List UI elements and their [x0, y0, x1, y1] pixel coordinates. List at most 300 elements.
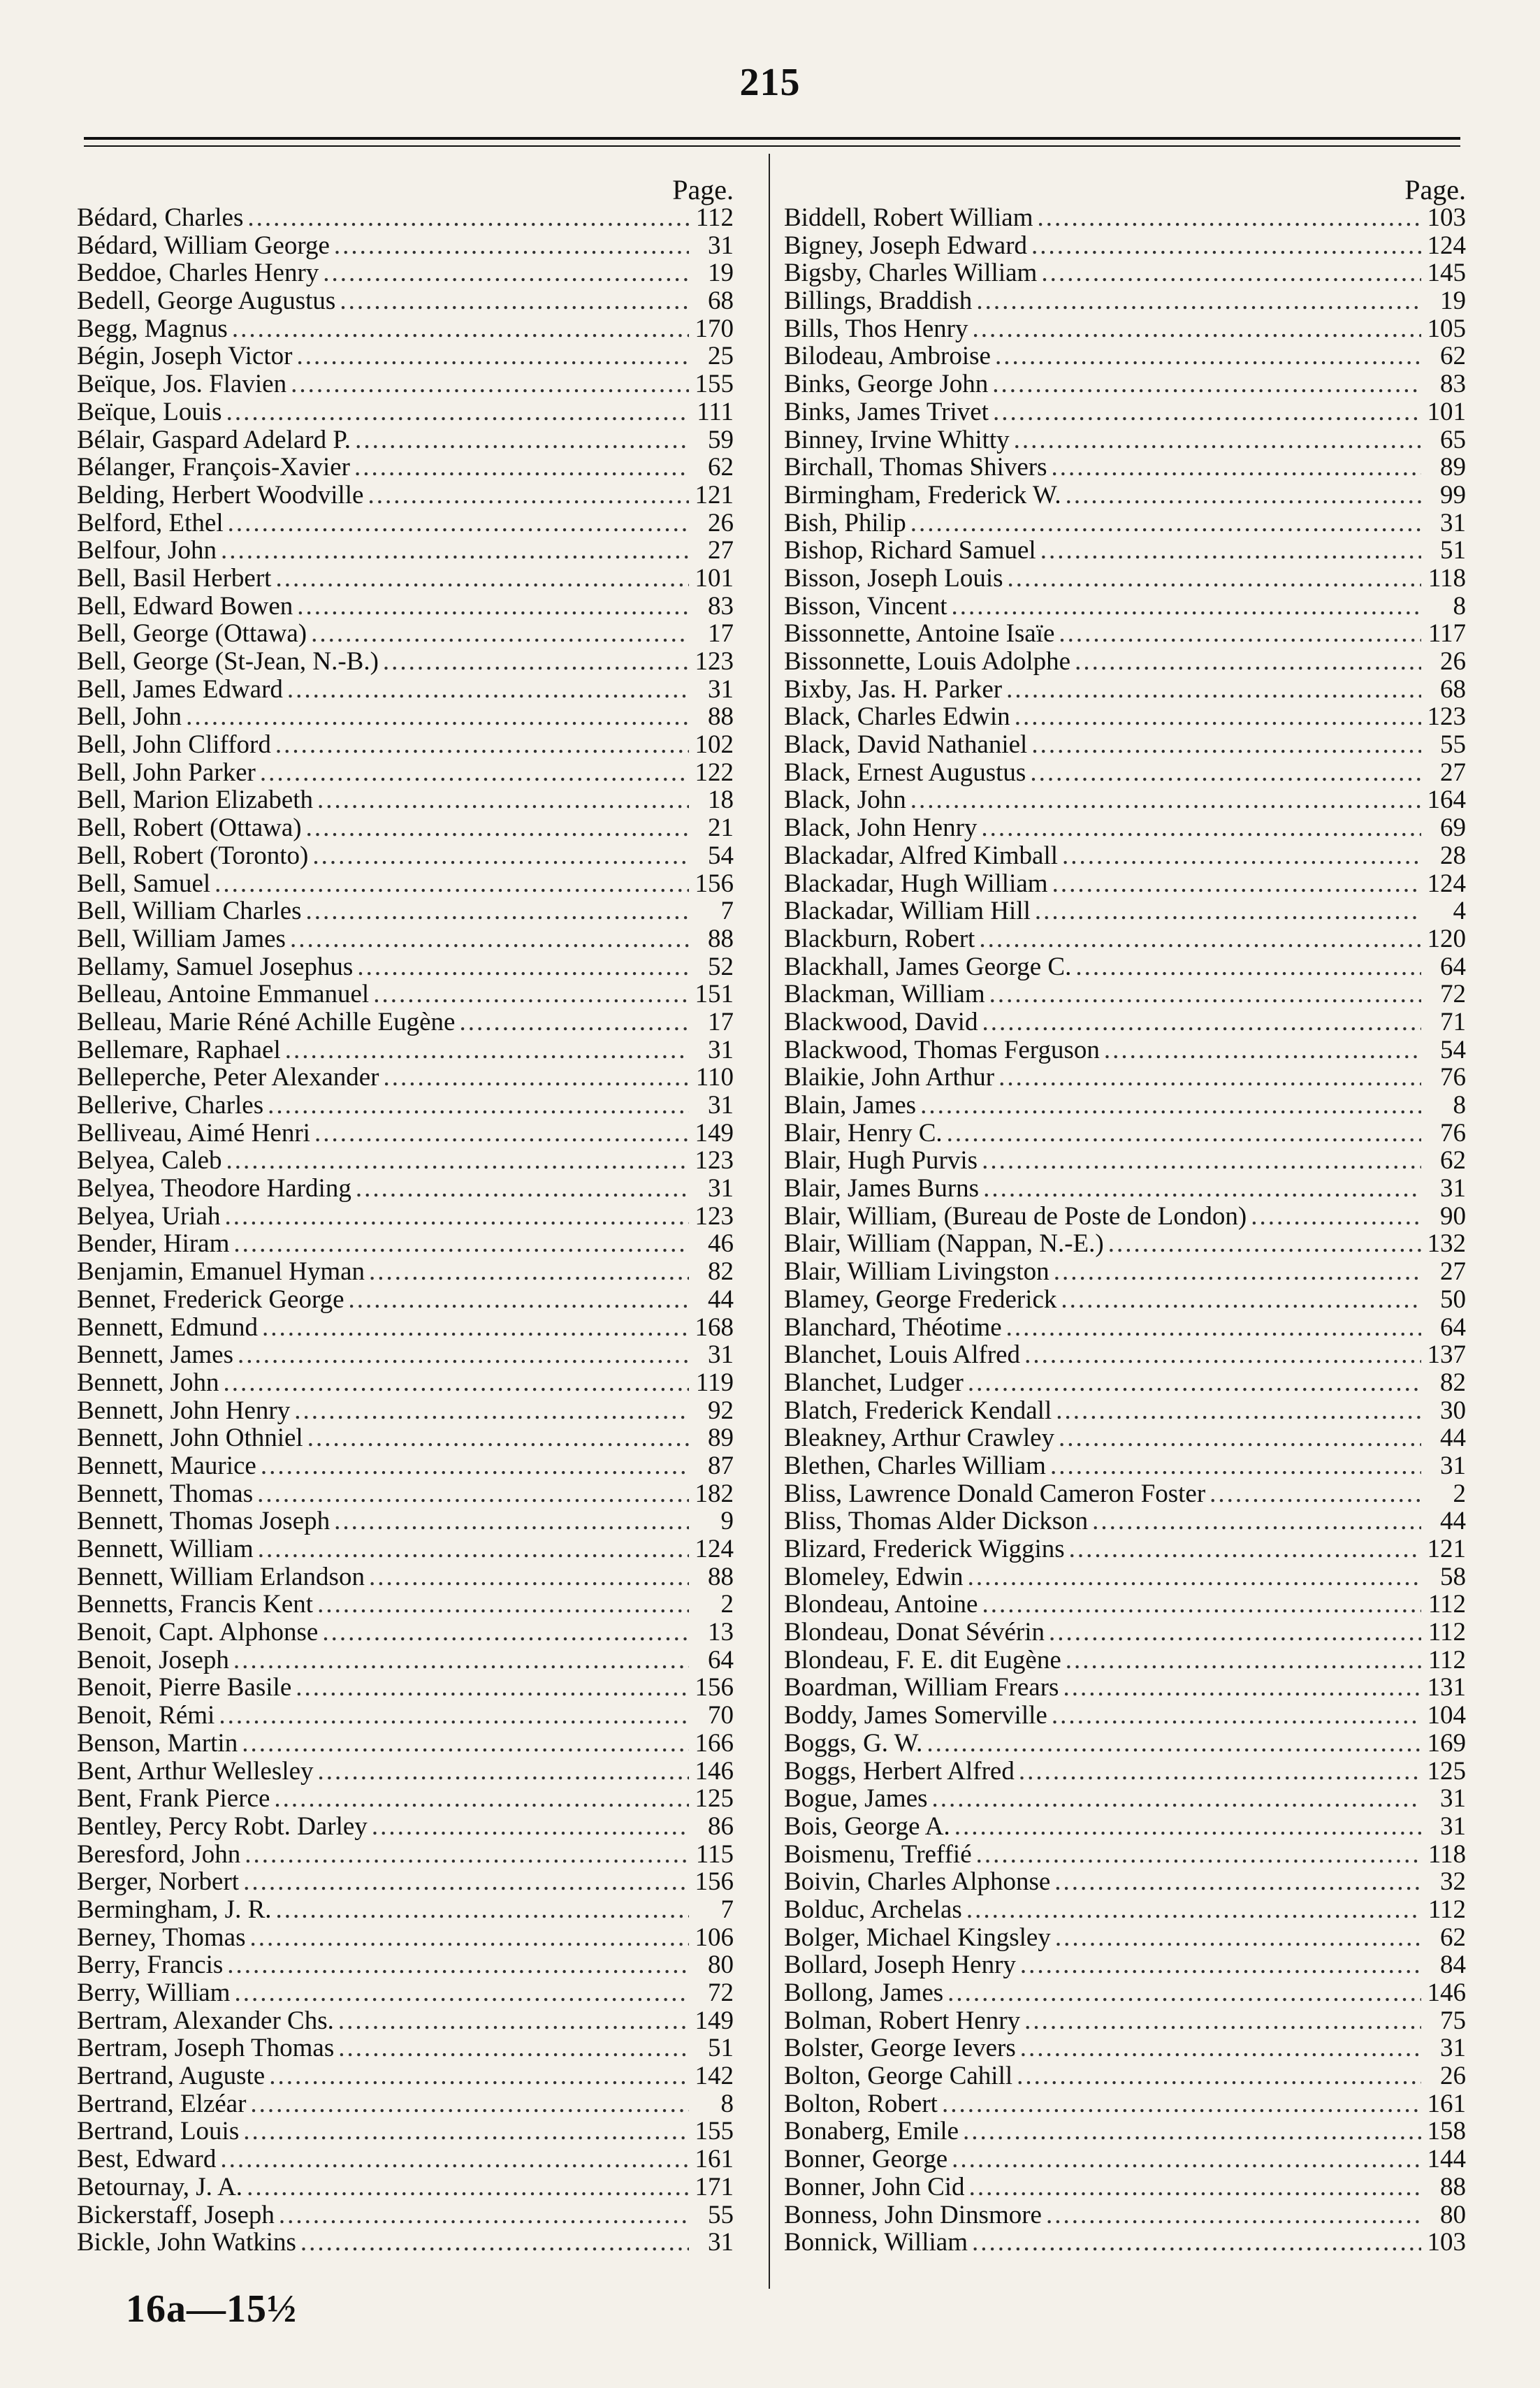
entry-name: Bolton, Robert: [784, 2090, 938, 2118]
entry-page-number: 31: [1440, 2034, 1466, 2063]
index-entry: [77, 1286, 734, 1314]
dot-leader: [372, 1813, 689, 1841]
dot-leader: [1104, 1036, 1421, 1064]
index-entry: [784, 1397, 1466, 1425]
index-entry: [784, 1314, 1466, 1342]
entry-page-number: 8: [1453, 592, 1466, 621]
dot-leader: [1059, 1424, 1421, 1452]
entry-page-number: 149: [695, 2006, 734, 2035]
entry-name: Binks, James Trivet: [784, 398, 989, 426]
dot-leader: [989, 980, 1421, 1008]
entry-name: Bennett, Thomas: [77, 1479, 254, 1508]
index-entry: [784, 259, 1466, 287]
dot-leader: [357, 953, 689, 981]
entry-name: Bell, John: [77, 703, 182, 732]
entry-name: Bégin, Joseph Victor: [77, 342, 293, 371]
index-entry: [784, 1203, 1466, 1231]
entry-name: Belleperche, Peter Alexander: [77, 1064, 379, 1092]
index-entry: [784, 1064, 1466, 1092]
index-entry: [77, 870, 734, 898]
index-entry: [784, 2229, 1466, 2257]
entry-name: Bonness, John Dinsmore: [784, 2201, 1042, 2229]
entry-page-number: 82: [708, 1258, 734, 1286]
entry-name: Bennett, John: [77, 1368, 219, 1397]
entry-name: Bell, John Clifford: [77, 731, 271, 759]
dot-leader: [369, 1258, 689, 1286]
entry-name: Bell, William Charles: [77, 897, 302, 925]
dot-leader: [1031, 731, 1421, 759]
dot-leader: [220, 2145, 689, 2173]
index-entry: [784, 342, 1466, 370]
index-entry: [784, 509, 1466, 537]
index-entry: [77, 1230, 734, 1258]
dot-leader: [249, 1924, 689, 1952]
entry-page-number: 2: [720, 1591, 734, 1619]
index-entry: [77, 759, 734, 787]
entry-name: Beïque, Louis: [77, 398, 222, 426]
index-entry: [784, 703, 1466, 731]
dot-leader: [993, 398, 1421, 426]
entry-page-number: 132: [1427, 1230, 1466, 1259]
index-entry: [77, 2007, 734, 2035]
index-entry: [77, 1951, 734, 1979]
dot-leader: [219, 1702, 689, 1730]
index-entry: [77, 980, 734, 1008]
entry-name: Blackadar, Hugh William: [784, 869, 1048, 898]
index-entry: [784, 1647, 1466, 1674]
dot-leader: [947, 1120, 1421, 1148]
index-column-left: [77, 176, 734, 2257]
entry-page-number: 44: [708, 1285, 734, 1314]
dot-leader: [1008, 565, 1421, 593]
index-entry: [77, 648, 734, 676]
entry-name: Boivin, Charles Alphonse: [784, 1868, 1051, 1896]
entry-page-number: 156: [695, 1674, 734, 1702]
entry-page-number: 52: [708, 953, 734, 981]
entry-page-number: 44: [1440, 1507, 1466, 1535]
entry-name: Bermingham, J. R.: [77, 1895, 272, 1924]
dot-leader: [238, 1341, 689, 1369]
entry-page-number: 151: [695, 980, 734, 1008]
entry-name: Blethen, Charles William: [784, 1452, 1046, 1480]
index-entry: [784, 2034, 1466, 2062]
entry-page-number: 28: [1440, 841, 1466, 870]
index-entry: [784, 1480, 1466, 1508]
entry-name: Belyea, Theodore Harding: [77, 1175, 351, 1203]
index-entry: [784, 1452, 1466, 1480]
entry-page-number: 31: [1440, 1785, 1466, 1813]
entry-name: Beddoe, Charles Henry: [77, 259, 319, 288]
entry-page-number: 30: [1440, 1396, 1466, 1425]
entry-page-number: 31: [708, 675, 734, 704]
entry-page-number: 104: [1427, 1702, 1466, 1730]
entry-name: Belford, Ethel: [77, 509, 224, 537]
entry-name: Boddy, James Somerville: [784, 1702, 1047, 1730]
page-column-header: Page.: [1404, 174, 1466, 205]
index-entry: [784, 454, 1466, 482]
index-entry: [77, 703, 734, 731]
entry-name: Blaikie, John Arthur: [784, 1064, 995, 1092]
index-entry: [784, 1758, 1466, 1786]
dot-leader: [317, 1591, 689, 1619]
entry-name: Bell, Marion Elizabeth: [77, 786, 314, 815]
index-entry: [77, 2090, 734, 2118]
index-entry: [77, 426, 734, 454]
entry-name: Bell, Robert (Ottawa): [77, 814, 302, 842]
dot-leader: [233, 1230, 689, 1258]
entry-name: Bell, George (Ottawa): [77, 620, 307, 648]
entry-name: Bell, James Edward: [77, 675, 283, 704]
dot-leader: [1015, 703, 1421, 731]
entry-page-number: 62: [1440, 1923, 1466, 1952]
dot-leader: [312, 842, 689, 870]
entry-page-number: 4: [1453, 897, 1466, 925]
entry-name: Bills, Thos Henry: [784, 314, 968, 343]
entry-page-number: 75: [1440, 2006, 1466, 2035]
entry-page-number: 82: [1440, 1368, 1466, 1397]
index-entry: [784, 593, 1466, 621]
index-entry: [784, 620, 1466, 648]
dot-leader: [932, 1785, 1421, 1813]
entry-page-number: 62: [1440, 1147, 1466, 1175]
entry-name: Bennett, Edmund: [77, 1313, 258, 1342]
entry-page-number: 72: [1440, 980, 1466, 1008]
index-entry: [77, 1758, 734, 1786]
index-entry: [77, 731, 734, 759]
entry-name: Blanchet, Louis Alfred: [784, 1341, 1021, 1369]
entry-page-number: 27: [1440, 758, 1466, 787]
dot-leader: [1056, 1397, 1421, 1425]
dot-leader: [1020, 2034, 1421, 2062]
index-entry: [77, 2145, 734, 2173]
entry-name: Black, David Nathaniel: [784, 731, 1028, 759]
dot-leader: [369, 1563, 689, 1591]
entry-name: Bertram, Joseph Thomas: [77, 2034, 335, 2063]
index-entry: [77, 1535, 734, 1563]
dot-leader: [927, 1730, 1421, 1758]
entry-name: Bertram, Alexander Chs.: [77, 2006, 334, 2035]
entry-page-number: 111: [697, 398, 734, 426]
entry-page-number: 164: [1427, 786, 1466, 815]
index-entry: [77, 204, 734, 232]
index-entry: [784, 1896, 1466, 1924]
index-entry: [77, 232, 734, 260]
index-entry: [784, 1619, 1466, 1647]
dot-leader: [1031, 232, 1421, 260]
entry-name: Belleau, Antoine Emmanuel: [77, 980, 370, 1008]
entry-page-number: 76: [1440, 1119, 1466, 1148]
entry-name: Black, Ernest Augustus: [784, 758, 1026, 787]
entry-name: Bent, Arthur Wellesley: [77, 1757, 314, 1786]
entry-name: Belyea, Uriah: [77, 1202, 221, 1231]
entry-name: Bollard, Joseph Henry: [784, 1951, 1016, 1979]
index-entry: [77, 398, 734, 426]
entry-name: Belleau, Marie Réné Achille Eugène: [77, 1008, 456, 1036]
index-entry: [784, 980, 1466, 1008]
dot-leader: [297, 593, 689, 621]
entry-name: Bellemare, Raphael: [77, 1036, 281, 1064]
dot-leader: [1075, 953, 1421, 981]
index-entry: [77, 1730, 734, 1758]
index-entry: [77, 1896, 734, 1924]
dot-leader: [1049, 1619, 1421, 1647]
entry-name: Blackwood, David: [784, 1008, 978, 1036]
entry-name: Bollong, James: [784, 1979, 944, 2007]
entry-page-number: 149: [695, 1119, 734, 1148]
entry-name: Boardman, William Frears: [784, 1674, 1059, 1702]
entry-page-number: 54: [708, 841, 734, 870]
dot-leader: [1019, 1758, 1421, 1786]
dot-leader: [307, 1424, 689, 1452]
dot-leader: [247, 2173, 689, 2201]
dot-leader: [287, 676, 689, 704]
index-entry: [784, 814, 1466, 842]
index-entry: [784, 2062, 1466, 2090]
column-divider: [769, 154, 770, 2289]
index-entry: [77, 509, 734, 537]
index-entry: [77, 315, 734, 343]
entry-name: Belyea, Caleb: [77, 1147, 222, 1175]
index-entry: [784, 1924, 1466, 1952]
entry-name: Birchall, Thomas Shivers: [784, 454, 1047, 482]
index-entry: [77, 676, 734, 704]
dot-leader: [952, 2145, 1421, 2173]
entry-page-number: 145: [1427, 259, 1466, 288]
index-entry: [77, 1591, 734, 1619]
dot-leader: [998, 1064, 1421, 1092]
page-number: 215: [739, 61, 801, 104]
index-entry: [784, 1841, 1466, 1869]
entry-name: Bell, Basil Herbert: [77, 564, 272, 593]
entry-name: Belding, Herbert Woodville: [77, 481, 364, 509]
index-entry: [77, 1341, 734, 1369]
entry-name: Bell, John Parker: [77, 758, 256, 787]
entry-page-number: 13: [708, 1619, 734, 1647]
dot-leader: [1055, 1924, 1421, 1952]
entry-page-number: 121: [695, 481, 734, 509]
entry-name: Benson, Martin: [77, 1729, 238, 1758]
index-entry: [784, 1286, 1466, 1314]
entry-page-number: 142: [695, 2062, 734, 2090]
index-entry: [77, 537, 734, 565]
entry-name: Blackwood, Thomas Ferguson: [784, 1036, 1100, 1064]
entry-name: Bigsby, Charles William: [784, 259, 1038, 288]
index-entry: [77, 1480, 734, 1508]
entry-page-number: 103: [1427, 2229, 1466, 2257]
dot-leader: [972, 315, 1421, 343]
dot-leader: [233, 1647, 689, 1674]
entry-page-number: 7: [720, 897, 734, 925]
dot-leader: [356, 1175, 689, 1203]
dot-leader: [349, 1286, 689, 1314]
entry-name: Bennett, John Henry: [77, 1396, 291, 1425]
entry-page-number: 105: [1427, 314, 1466, 343]
dot-leader: [1066, 482, 1421, 509]
entry-page-number: 31: [1440, 1175, 1466, 1203]
index-entry: [784, 2173, 1466, 2201]
entry-name: Belfour, John: [77, 537, 217, 565]
entry-name: Bolman, Robert Henry: [784, 2006, 1021, 2035]
entry-page-number: 99: [1440, 481, 1466, 509]
entry-page-number: 123: [695, 648, 734, 676]
index-entry: [77, 1924, 734, 1952]
entry-name: Bickerstaff, Joseph: [77, 2201, 275, 2229]
dot-leader: [1041, 259, 1421, 287]
index-entry: [77, 454, 734, 482]
dot-leader: [1035, 897, 1421, 925]
index-entry: [784, 398, 1466, 426]
entry-name: Blizard, Frederick Wiggins: [784, 1535, 1065, 1563]
index-entry: [784, 1979, 1466, 2007]
entry-page-number: 169: [1427, 1729, 1466, 1758]
entry-name: Bogue, James: [784, 1785, 928, 1813]
index-entry: [77, 1258, 734, 1286]
entry-page-number: 68: [1440, 675, 1466, 704]
dot-leader: [992, 370, 1421, 398]
dot-leader: [979, 925, 1421, 953]
entry-page-number: 182: [695, 1479, 734, 1508]
entry-page-number: 155: [695, 2118, 734, 2146]
dot-leader: [968, 1563, 1421, 1591]
dot-leader: [243, 2118, 689, 2145]
dot-leader: [242, 1730, 689, 1758]
entry-page-number: 9: [720, 1507, 734, 1535]
index-entry: [77, 1120, 734, 1148]
dot-leader: [1069, 1535, 1421, 1563]
index-entry: [77, 2173, 734, 2201]
entry-name: Benjamin, Emanuel Hyman: [77, 1258, 365, 1286]
dot-leader: [1017, 2062, 1421, 2090]
dot-leader: [262, 1314, 689, 1342]
dot-leader: [982, 1008, 1421, 1036]
dot-leader: [296, 342, 689, 370]
entry-page-number: 112: [1428, 1619, 1466, 1647]
entry-name: Blair, Henry C.: [784, 1119, 943, 1148]
entry-page-number: 8: [1453, 1092, 1466, 1120]
entry-page-number: 70: [708, 1702, 734, 1730]
entry-page-number: 102: [695, 731, 734, 759]
entry-page-number: 146: [695, 1757, 734, 1786]
entry-name: Bolster, George Ievers: [784, 2034, 1016, 2063]
entry-page-number: 146: [1427, 1979, 1466, 2007]
entry-name: Bennett, Maurice: [77, 1452, 256, 1480]
index-entry: [77, 814, 734, 842]
entry-name: Blondeau, F. E. dit Eugène: [784, 1646, 1061, 1674]
entry-page-number: 123: [695, 1147, 734, 1175]
index-entry: [784, 1258, 1466, 1286]
dot-leader: [954, 1813, 1421, 1841]
entry-page-number: 69: [1440, 814, 1466, 842]
dot-leader: [355, 426, 689, 454]
dot-leader: [221, 537, 689, 565]
dot-leader: [1063, 1674, 1421, 1702]
entry-name: Bonner, John Cid: [784, 2173, 965, 2201]
dot-leader: [285, 1036, 689, 1064]
index-entry: [784, 1092, 1466, 1120]
entry-name: Bennett, John Othniel: [77, 1424, 303, 1452]
entry-page-number: 89: [1440, 454, 1466, 482]
index-entry: [784, 1175, 1466, 1203]
entry-name: Bélair, Gaspard Adelard P.: [77, 426, 351, 454]
index-entry: [784, 1008, 1466, 1036]
entry-name: Blain, James: [784, 1092, 917, 1120]
dot-leader: [1006, 1314, 1421, 1342]
entry-page-number: 90: [1440, 1202, 1466, 1231]
index-entry: [784, 315, 1466, 343]
entry-name: Boismenu, Treffié: [784, 1840, 972, 1869]
index-column-right: [784, 176, 1466, 2257]
index-entry: [784, 1120, 1466, 1148]
entry-page-number: 118: [1428, 1840, 1466, 1869]
index-entry: [784, 953, 1466, 981]
entry-page-number: 62: [708, 454, 734, 482]
entry-page-number: 83: [708, 592, 734, 621]
dot-leader: [318, 1758, 689, 1786]
dot-leader: [968, 1369, 1421, 1397]
dot-leader: [966, 1896, 1421, 1924]
entry-name: Bliss, Lawrence Donald Cameron Foster: [784, 1479, 1206, 1508]
entry-name: Bent, Frank Pierce: [77, 1785, 270, 1813]
entry-page-number: 161: [1427, 2090, 1466, 2118]
entry-name: Bickle, John Watkins: [77, 2229, 296, 2257]
entry-page-number: 31: [708, 1036, 734, 1064]
entry-page-number: 55: [708, 2201, 734, 2229]
entry-page-number: 21: [708, 814, 734, 842]
dot-leader: [338, 2034, 689, 2062]
dot-leader: [1052, 870, 1421, 898]
index-entry: [784, 1730, 1466, 1758]
entry-page-number: 31: [1440, 509, 1466, 537]
dot-leader: [338, 2007, 689, 2035]
dot-leader: [227, 1951, 689, 1979]
entry-name: Blair, Hugh Purvis: [784, 1147, 978, 1175]
index-entry: [77, 925, 734, 953]
entry-name: Benoit, Capt. Alphonse: [77, 1619, 319, 1647]
entry-page-number: 64: [1440, 1313, 1466, 1342]
index-entry: [784, 842, 1466, 870]
entry-page-number: 44: [1440, 1424, 1466, 1452]
index-entry: [784, 2090, 1466, 2118]
entry-page-number: 106: [695, 1923, 734, 1952]
index-entry: [77, 1563, 734, 1591]
entry-page-number: 101: [1427, 398, 1466, 426]
index-entry: [77, 1036, 734, 1064]
index-entry: [784, 786, 1466, 814]
entry-name: Bertrand, Elzéar: [77, 2090, 247, 2118]
index-entry: [784, 2118, 1466, 2145]
entry-page-number: 124: [1427, 869, 1466, 898]
entry-page-number: 112: [1428, 1646, 1466, 1674]
dot-leader: [1066, 1647, 1421, 1674]
entry-name: Begg, Magnus: [77, 314, 228, 343]
dot-leader: [245, 1841, 689, 1869]
entry-page-number: 51: [1440, 537, 1466, 565]
entry-name: Bédard, William George: [77, 231, 330, 260]
entry-name: Berger, Norbert: [77, 1868, 240, 1896]
entry-name: Bissonnette, Antoine Isaïe: [784, 620, 1055, 648]
entry-page-number: 50: [1440, 1285, 1466, 1314]
dot-leader: [314, 1120, 689, 1148]
dot-leader: [972, 2229, 1421, 2257]
index-entry: [77, 1507, 734, 1535]
entry-name: Black, Charles Edwin: [784, 703, 1010, 732]
entry-page-number: 58: [1440, 1563, 1466, 1591]
entry-page-number: 168: [695, 1313, 734, 1342]
dot-leader: [1054, 1258, 1421, 1286]
entry-page-number: 86: [708, 1812, 734, 1841]
entry-page-number: 64: [1440, 953, 1466, 981]
entry-name: Bennet, Frederick George: [77, 1285, 344, 1314]
